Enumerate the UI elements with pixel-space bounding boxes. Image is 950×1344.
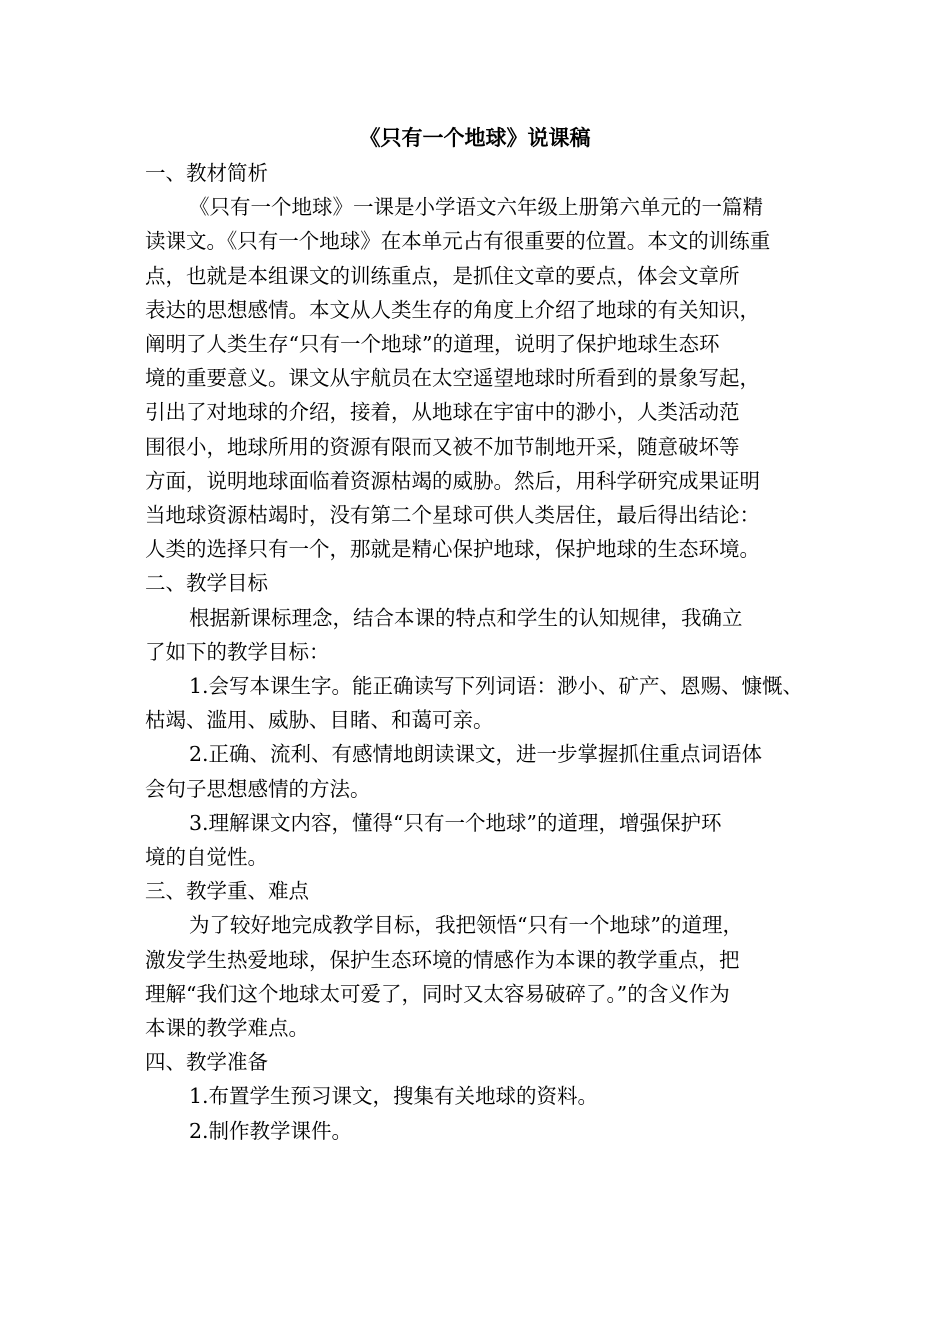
text-line: 二、教学目标 bbox=[145, 571, 268, 596]
text-line: 境的重要意义。课文从宇航员在太空遥望地球时所看到的景象写起， bbox=[145, 366, 760, 391]
text-line: 本课的教学难点。 bbox=[145, 1016, 309, 1041]
text-line: 2.制作教学课件。 bbox=[189, 1118, 353, 1143]
document-title: 《只有一个地球》说课稿 bbox=[359, 125, 591, 150]
text-line: 表达的思想感情。本文从人类生存的角度上介绍了地球的有关知识， bbox=[145, 297, 760, 322]
text-line: 阐明了人类生存“只有一个地球”的道理，说明了保护地球生态环 bbox=[145, 332, 720, 357]
text-line: 根据新课标理念，结合本课的特点和学生的认知规律，我确立 bbox=[189, 605, 743, 630]
text-line: 引出了对地球的介绍，接着，从地球在宇宙中的渺小，人类活动范 bbox=[145, 400, 740, 425]
text-line: 点，也就是本组课文的训练重点，是抓住文章的要点，体会文章所 bbox=[145, 263, 740, 288]
text-line: 三、教学重、难点 bbox=[145, 879, 309, 904]
text-line: 枯竭、滥用、威胁、目睹、和蔼可亲。 bbox=[145, 708, 494, 733]
text-line: 1.布置学生预习课文，搜集有关地球的资料。 bbox=[189, 1084, 599, 1109]
text-line: 2.正确、流利、有感情地朗读课文，进一步掌握抓住重点词语体 bbox=[189, 742, 763, 767]
text-line: 激发学生热爱地球，保护生态环境的情感作为本课的教学重点，把 bbox=[145, 947, 740, 972]
text-line: 1.会写本课生字。能正确读写下列词语：渺小、矿产、恩赐、慷慨、 bbox=[189, 674, 804, 699]
text-line: 《只有一个地球》一课是小学语文六年级上册第六单元的一篇精 bbox=[189, 195, 763, 220]
text-line: 人类的选择只有一个，那就是精心保护地球，保护地球的生态环境。 bbox=[145, 537, 760, 562]
text-line: 方面，说明地球面临着资源枯竭的威胁。然后，用科学研究成果证明 bbox=[145, 468, 760, 493]
text-line: 为了较好地完成教学目标，我把领悟“只有一个地球”的道理， bbox=[189, 913, 743, 938]
text-line: 3.理解课文内容，懂得“只有一个地球”的道理，增强保护环 bbox=[189, 810, 722, 835]
text-line: 境的自觉性。 bbox=[145, 845, 268, 870]
text-line: 当地球资源枯竭时，没有第二个星球可供人类居住，最后得出结论： bbox=[145, 503, 760, 528]
text-line: 围很小，地球所用的资源有限而又被不加节制地开采，随意破坏等 bbox=[145, 434, 740, 459]
text-line: 理解“我们这个地球太可爱了，同时又太容易破碎了。”的含义作为 bbox=[145, 981, 730, 1006]
text-line: 会句子思想感情的方法。 bbox=[145, 776, 371, 801]
text-line: 一、教材简析 bbox=[145, 161, 268, 185]
text-line: 读课文。《只有一个地球》在本单元占有很重要的位置。本文的训练重 bbox=[145, 229, 771, 254]
document-body bbox=[145, 156, 835, 1148]
text-line: 四、教学准备 bbox=[145, 1050, 268, 1075]
text-line: 了如下的教学目标： bbox=[145, 639, 330, 664]
